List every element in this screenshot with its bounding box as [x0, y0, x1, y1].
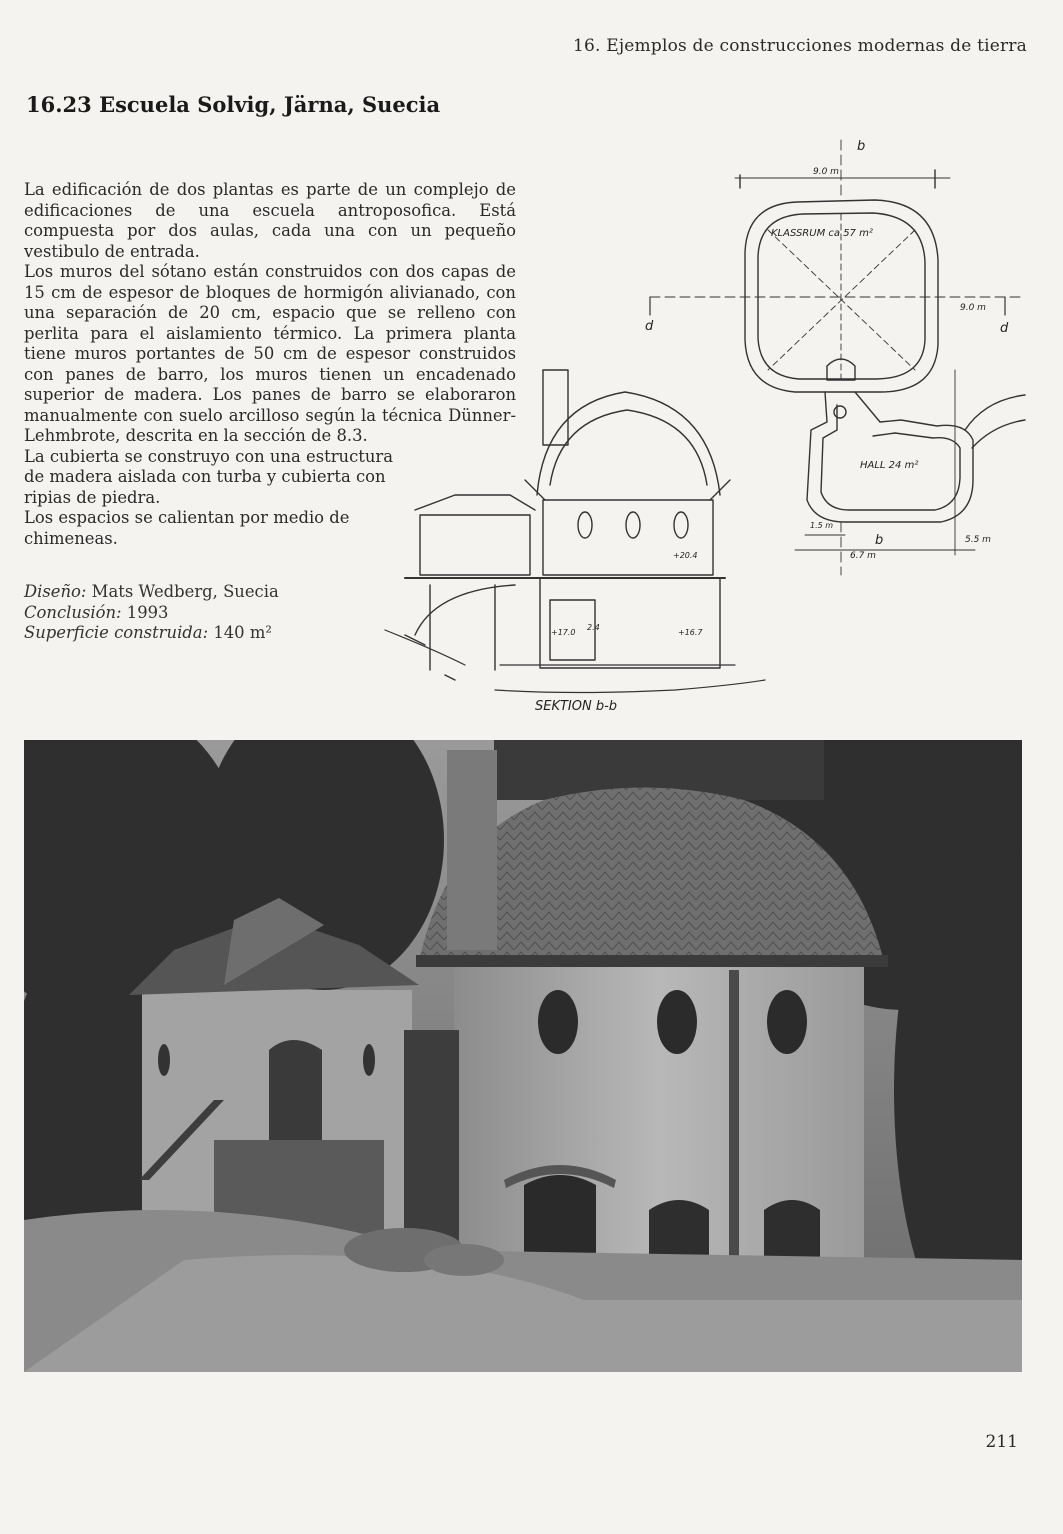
plan-label-classroom: KLASSRUM ca 57 m² — [771, 228, 873, 239]
credit-label: Diseño: — [24, 582, 87, 601]
running-header: 16. Ejemplos de construcciones modernas de tierra — [572, 36, 1027, 56]
architectural-drawing — [375, 130, 1035, 720]
section-upper-floor — [543, 500, 713, 575]
plan-cut-right: d — [1000, 321, 1009, 336]
section-label-title: SEKTION b-b — [535, 699, 618, 714]
plan-dim-side: 9.0 m — [960, 303, 986, 313]
project-credits — [24, 582, 279, 644]
entrance-stair — [965, 395, 1025, 448]
plan-cut-left: d — [645, 319, 654, 334]
credit-completion — [24, 603, 279, 624]
chimney — [447, 750, 497, 950]
section-level-3: +16.7 — [678, 628, 703, 637]
plan-cut-top: b — [857, 139, 866, 154]
section-level-2: +17.0 — [551, 628, 576, 637]
plan-cut-bottom: b — [875, 533, 884, 548]
credit-label: Superficie construida: — [24, 623, 209, 642]
section-small-roof — [415, 495, 535, 510]
plan-dim-bottom: 6.7 m — [850, 551, 876, 561]
credit-value: Mats Wedberg, Suecia — [91, 582, 279, 601]
plan-label-hall: HALL 24 m² — [860, 460, 919, 471]
paragraph: La cubierta se construyo con una estructura de madera aislada con turba y cubierta con ripias de piedra. — [24, 446, 394, 507]
section-basement — [540, 578, 720, 668]
section-eave — [525, 480, 730, 500]
section-ground — [385, 630, 765, 693]
section-height: 2.4 — [587, 623, 600, 632]
paragraph: Los muros del sótano están construidos con dos capas de 15 cm de espesor de bloques de hormigón alivianado, con una separación de 20 cm, espacio que se relleno con perlita para el aislamiento térmico. La primera planta tiene muros portantes de 50 cm de espesor construidos con panes de barro, los muros tienen un encadenado superior de madera. Los panes de barro se elaboraron manualmente con suelo arcilloso según la técnica Dünner-Lehmbrote, descrita en la sección de 8.3. — [24, 262, 516, 445]
floor-plan — [650, 140, 1025, 575]
credit-value: 140 m² — [213, 623, 272, 642]
plan-dim-right: 5.5 m — [965, 535, 991, 545]
credit-label: Conclusión: — [24, 602, 122, 622]
plan-dim-top: 9.0 m — [813, 167, 839, 177]
building-photo — [24, 740, 1022, 1372]
section-level-1: +20.4 — [673, 551, 698, 560]
credit-value: 1993 — [126, 602, 169, 622]
credit-design — [24, 582, 279, 603]
page-number: 211 — [985, 1432, 1018, 1452]
hall-outer-wall — [807, 392, 973, 522]
paragraph: Los espacios se calientan por medio de chimeneas. — [24, 508, 350, 548]
section-title: 16.23 Escuela Solvig, Järna, Suecia — [26, 92, 441, 117]
plan-dim-small: 1.5 m — [810, 521, 834, 530]
paragraph: La edificación de dos plantas es parte de un complejo de edificaciones de una escuela antroposofica. Está compuesta por dos aulas, cada una con un pequeño vestibulo de entrada. — [24, 180, 516, 261]
building-section — [385, 370, 765, 693]
credit-area — [24, 623, 279, 644]
section-dome — [537, 392, 720, 495]
